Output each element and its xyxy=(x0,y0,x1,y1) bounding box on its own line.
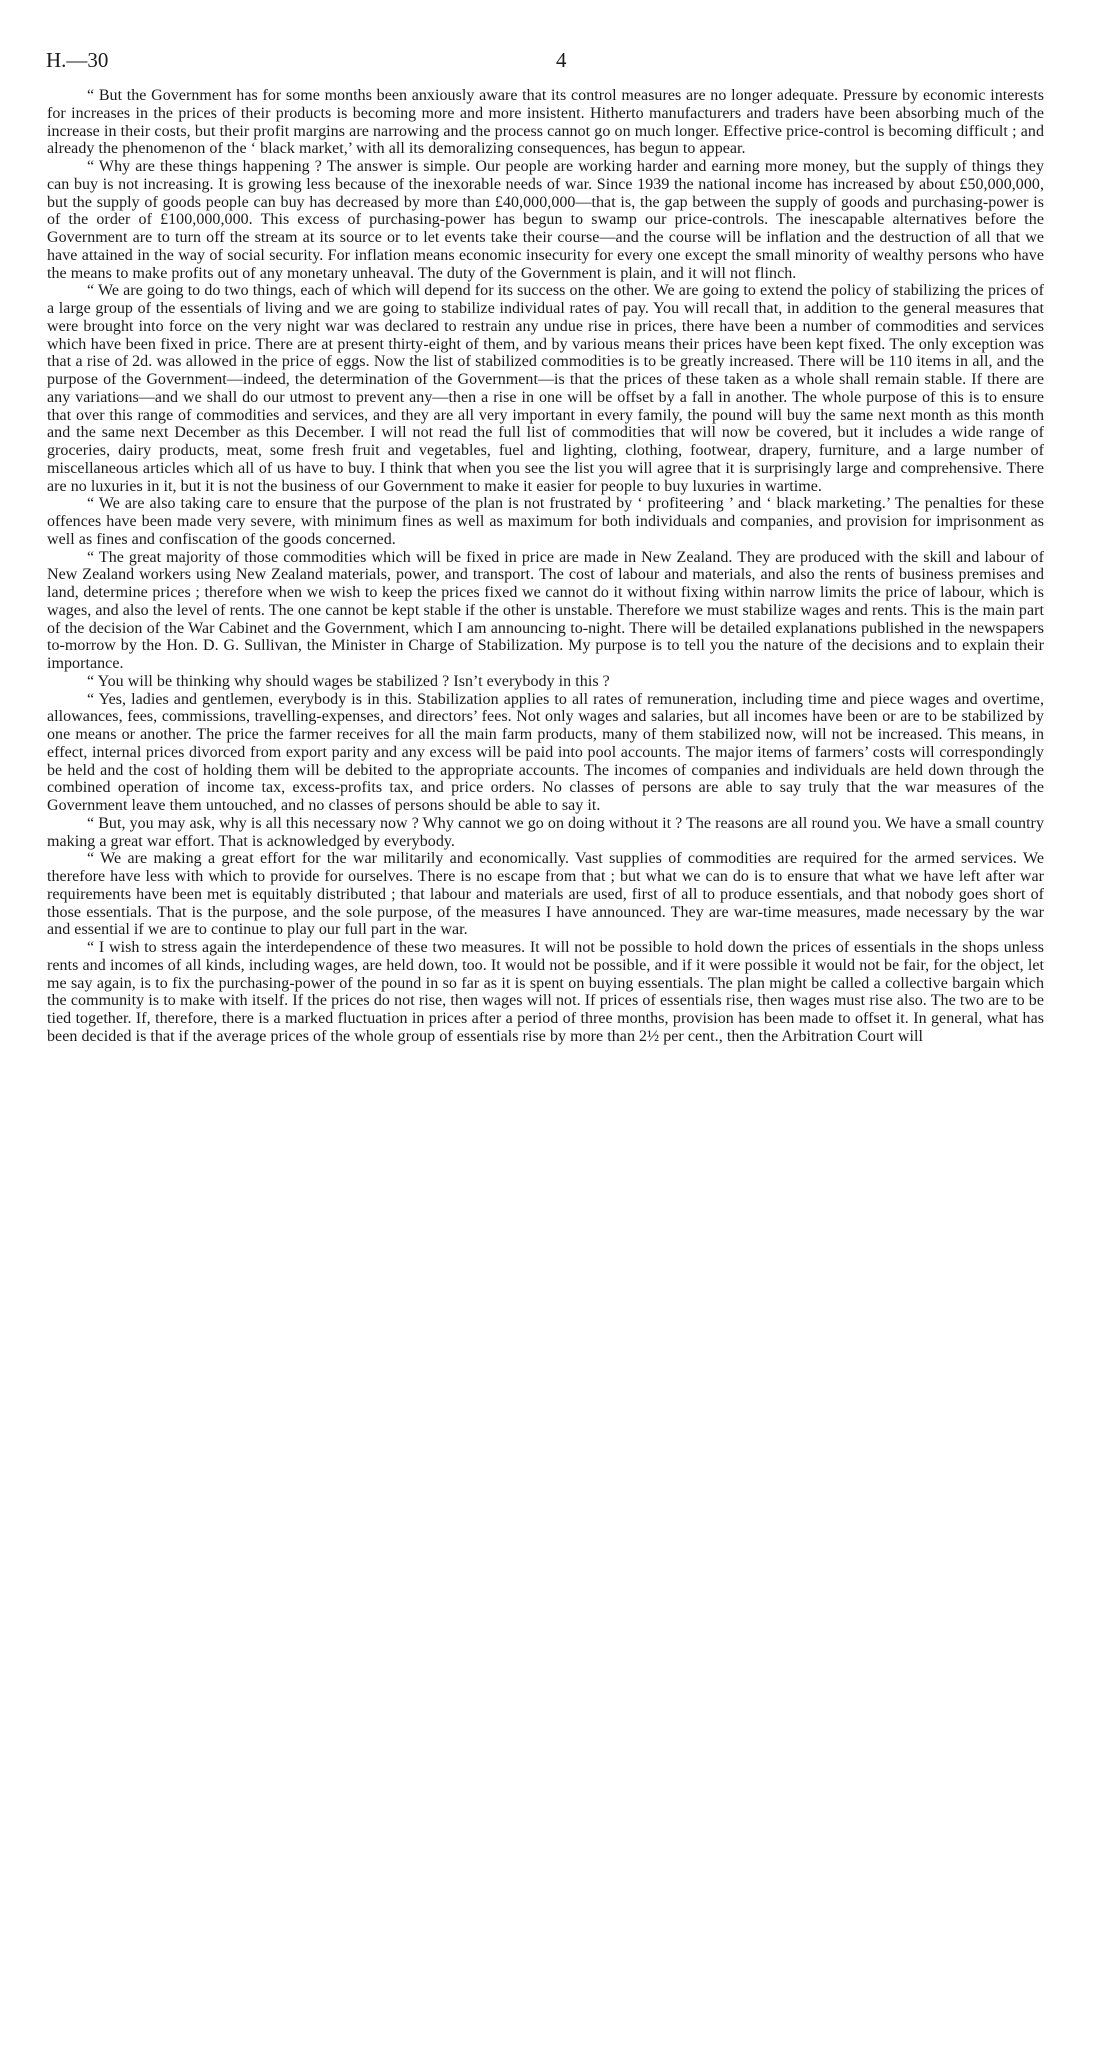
paragraph-why-happening: “ Why are these things happening ? The answer is simple. Our people are working harder and earning more money, but the supply of things they can buy is not increasing. It is growing less because of the inexorable needs of war. Since 1939 the national income has increased by about £50,000,000, but the supply of goods people can buy has decreased by more than £40,000,000—that is, the gap between the supply of goods and purchasing-power is of the order of £100,000,000. This excess of purchasing-power has begun to swamp our price-controls. The inescapable alternatives before the Government are to turn off the stream at its source or to let events take their course—and the course will be inflation and the destruction of all that we have attained in the way of social security. For inflation means economic insecurity for every one except the small minority of wealthy persons who have the means to make profits out of any monetary unheaval. The duty of the Government is plain, and it will not flinch. xyxy=(47,158,1044,282)
body-text xyxy=(47,87,1044,1046)
page-header xyxy=(46,48,1046,72)
paragraph-everybody-in-this: “ Yes, ladies and gentlemen, everybody is in this. Stabilization applies to all rates of remuneration, including time and piece wages and overtime, allowances, fees, commissions, travelling-expenses, and directors’ fees. Not only wages and salaries, but all incomes have been or are to be stabilized by one means or another. The price the farmer receives for all the main farm products, many of them stabilized now, will not be increased. This means, in effect, internal prices divorced from export parity and any excess will be paid into pool accounts. The major items of farmers’ costs will correspondingly be held and the cost of holding them will be debited to the appropriate accounts. The incomes of companies and individuals are held down through the combined operation of income tax, excess-profits tax, and price orders. No classes of persons are able to say truly that the war measures of the Government leave them untouched, and no classes of persons should be able to say it. xyxy=(47,690,1044,814)
paragraph-wages-question: “ You will be thinking why should wages be stabilized ? Isn’t everybody in this ? xyxy=(87,672,610,690)
page-number: 4 xyxy=(556,48,567,72)
paragraph-two-things: “ We are going to do two things, each of which will depend for its success on the other. We are going to extend the policy of stabilizing the prices of a large group of the essentials of living and we are going to stabilize individual rates of pay. You will recall that, in addition to the general measures that were brought into force on the very night war was declared to restrain any undue rise in prices, there have been a number of commodities and services which have been fixed in price. There are at present thirty-eight of them, and by various means their prices have been kept fixed. The only exception was that a rise of 2d. was allowed in the price of eggs. Now the list of stabilized commodities is to be greatly increased. There will be 110 items in all, and the purpose of the Government—indeed, the determination of the Government—is that the prices of these taken as a whole shall remain stable. If there are any variations—and we shall do our utmost to prevent any—then a rise in one will be offset by a fall in another. The whole purpose of this is to ensure that over this range of commodities and services, and they are all very important in every family, the pound will buy the same next month as this month and the same next December as this December. I will not read the full list of commodities that will now be covered, but it includes a wide range of groceries, dairy products, meat, some fresh fruit and vegetables, fuel and lighting, clothing, footwear, drapery, furniture, and a large number of miscellaneous articles which all of us have to buy. I think that when you see the list you will agree that it is surprisingly large and comprehensive. There are no luxuries in it, but it is not the business of our Government to make it easier for people to buy luxuries in wartime. xyxy=(47,282,1044,495)
paragraph-new-zealand-made: “ The great majority of those commodities which will be fixed in price are made in New Zealand. They are produced with the skill and labour of New Zealand workers using New Zealand materials, power, and transport. The cost of labour and materials, and also the rents of business premises and land, determine prices ; therefore when we wish to keep the prices fixed we cannot do it without fixing within narrow limits the price of labour, which is wages, and also the level of rents. The one cannot be kept stable if the other is unstable. Therefore we must stabilize wages and rents. This is the main part of the decision of the War Cabinet and the Government, which I am announcing to-night. There will be detailed explanations published in the newspapers to-morrow by the Hon. D. G. Sullivan, the Minister in Charge of Stabilization. My purpose is to tell you the nature of the decisions and to explain their importance. xyxy=(47,548,1044,672)
paragraph-interdependence: “ I wish to stress again the interdependence of these two measures. It will not be possible to hold down the prices of essentials in the shops unless rents and incomes of all kinds, including wages, are held down, too. It would not be possible, and if it were possible it would not be fair, for the object, let me say again, is to fix the purchasing-power of the pound in so far as it is spent on buying essentials. The plan might be called a collective bargain which the community is to make with itself. If the prices do not rise, then wages will not. If prices of essentials rise, then wages must rise also. The two are to be tied together. If, therefore, there is a marked fluctuation in prices after a period of three months, provision has been made to offset it. In general, what has been decided is that if the average prices of the whole group of essentials rise by more than 2½ per cent., then the Arbitration Court will xyxy=(47,939,1044,1045)
paragraph-war-effort: “ We are making a great effort for the war militarily and economically. Vast supplies of commodities are required for the armed services. We therefore have less with which to provide for ourselves. There is no escape from that ; but what we can do is to ensure that what we have left after war requirements have been met is equitably distributed ; that labour and materials are used, first of all to produce essentials, and that nobody goes short of those essentials. That is the purpose, and the sole purpose, of the measures I have announced. They are war-time measures, made necessary by the war and essential if we are to continue to play our full part in the war. xyxy=(47,850,1044,939)
paragraph-price-control: “ But the Government has for some months been anxiously aware that its control measures are no longer adequate. Pressure by economic interests for increases in the prices of their products is becoming more and more insistent. Hitherto manufacturers and traders have been absorbing much of the increase in their costs, but their profit margins are narrowing and the process cannot go on much longer. Effective price-control is becoming difficult ; and already the phenomenon of the ‘ black market,’ with all its demoralizing consequences, has begun to appear. xyxy=(47,87,1044,158)
document-reference: H.—30 xyxy=(46,48,109,72)
paragraph-why-now: “ But, you may ask, why is all this necessary now ? Why cannot we go on doing without it ? The reasons are all round you. We have a small country making a great war effort. That is acknowledged by everybody. xyxy=(47,814,1044,850)
paragraph-profiteering: “ We are also taking care to ensure that the purpose of the plan is not frustrated by ‘ profiteering ’ and ‘ black marketing.’ The penalties for these offences have been made very severe, with minimum fines as well as maximum for both individuals and companies, and provision for imprisonment as well as fines and confiscation of the goods concerned. xyxy=(47,495,1044,548)
